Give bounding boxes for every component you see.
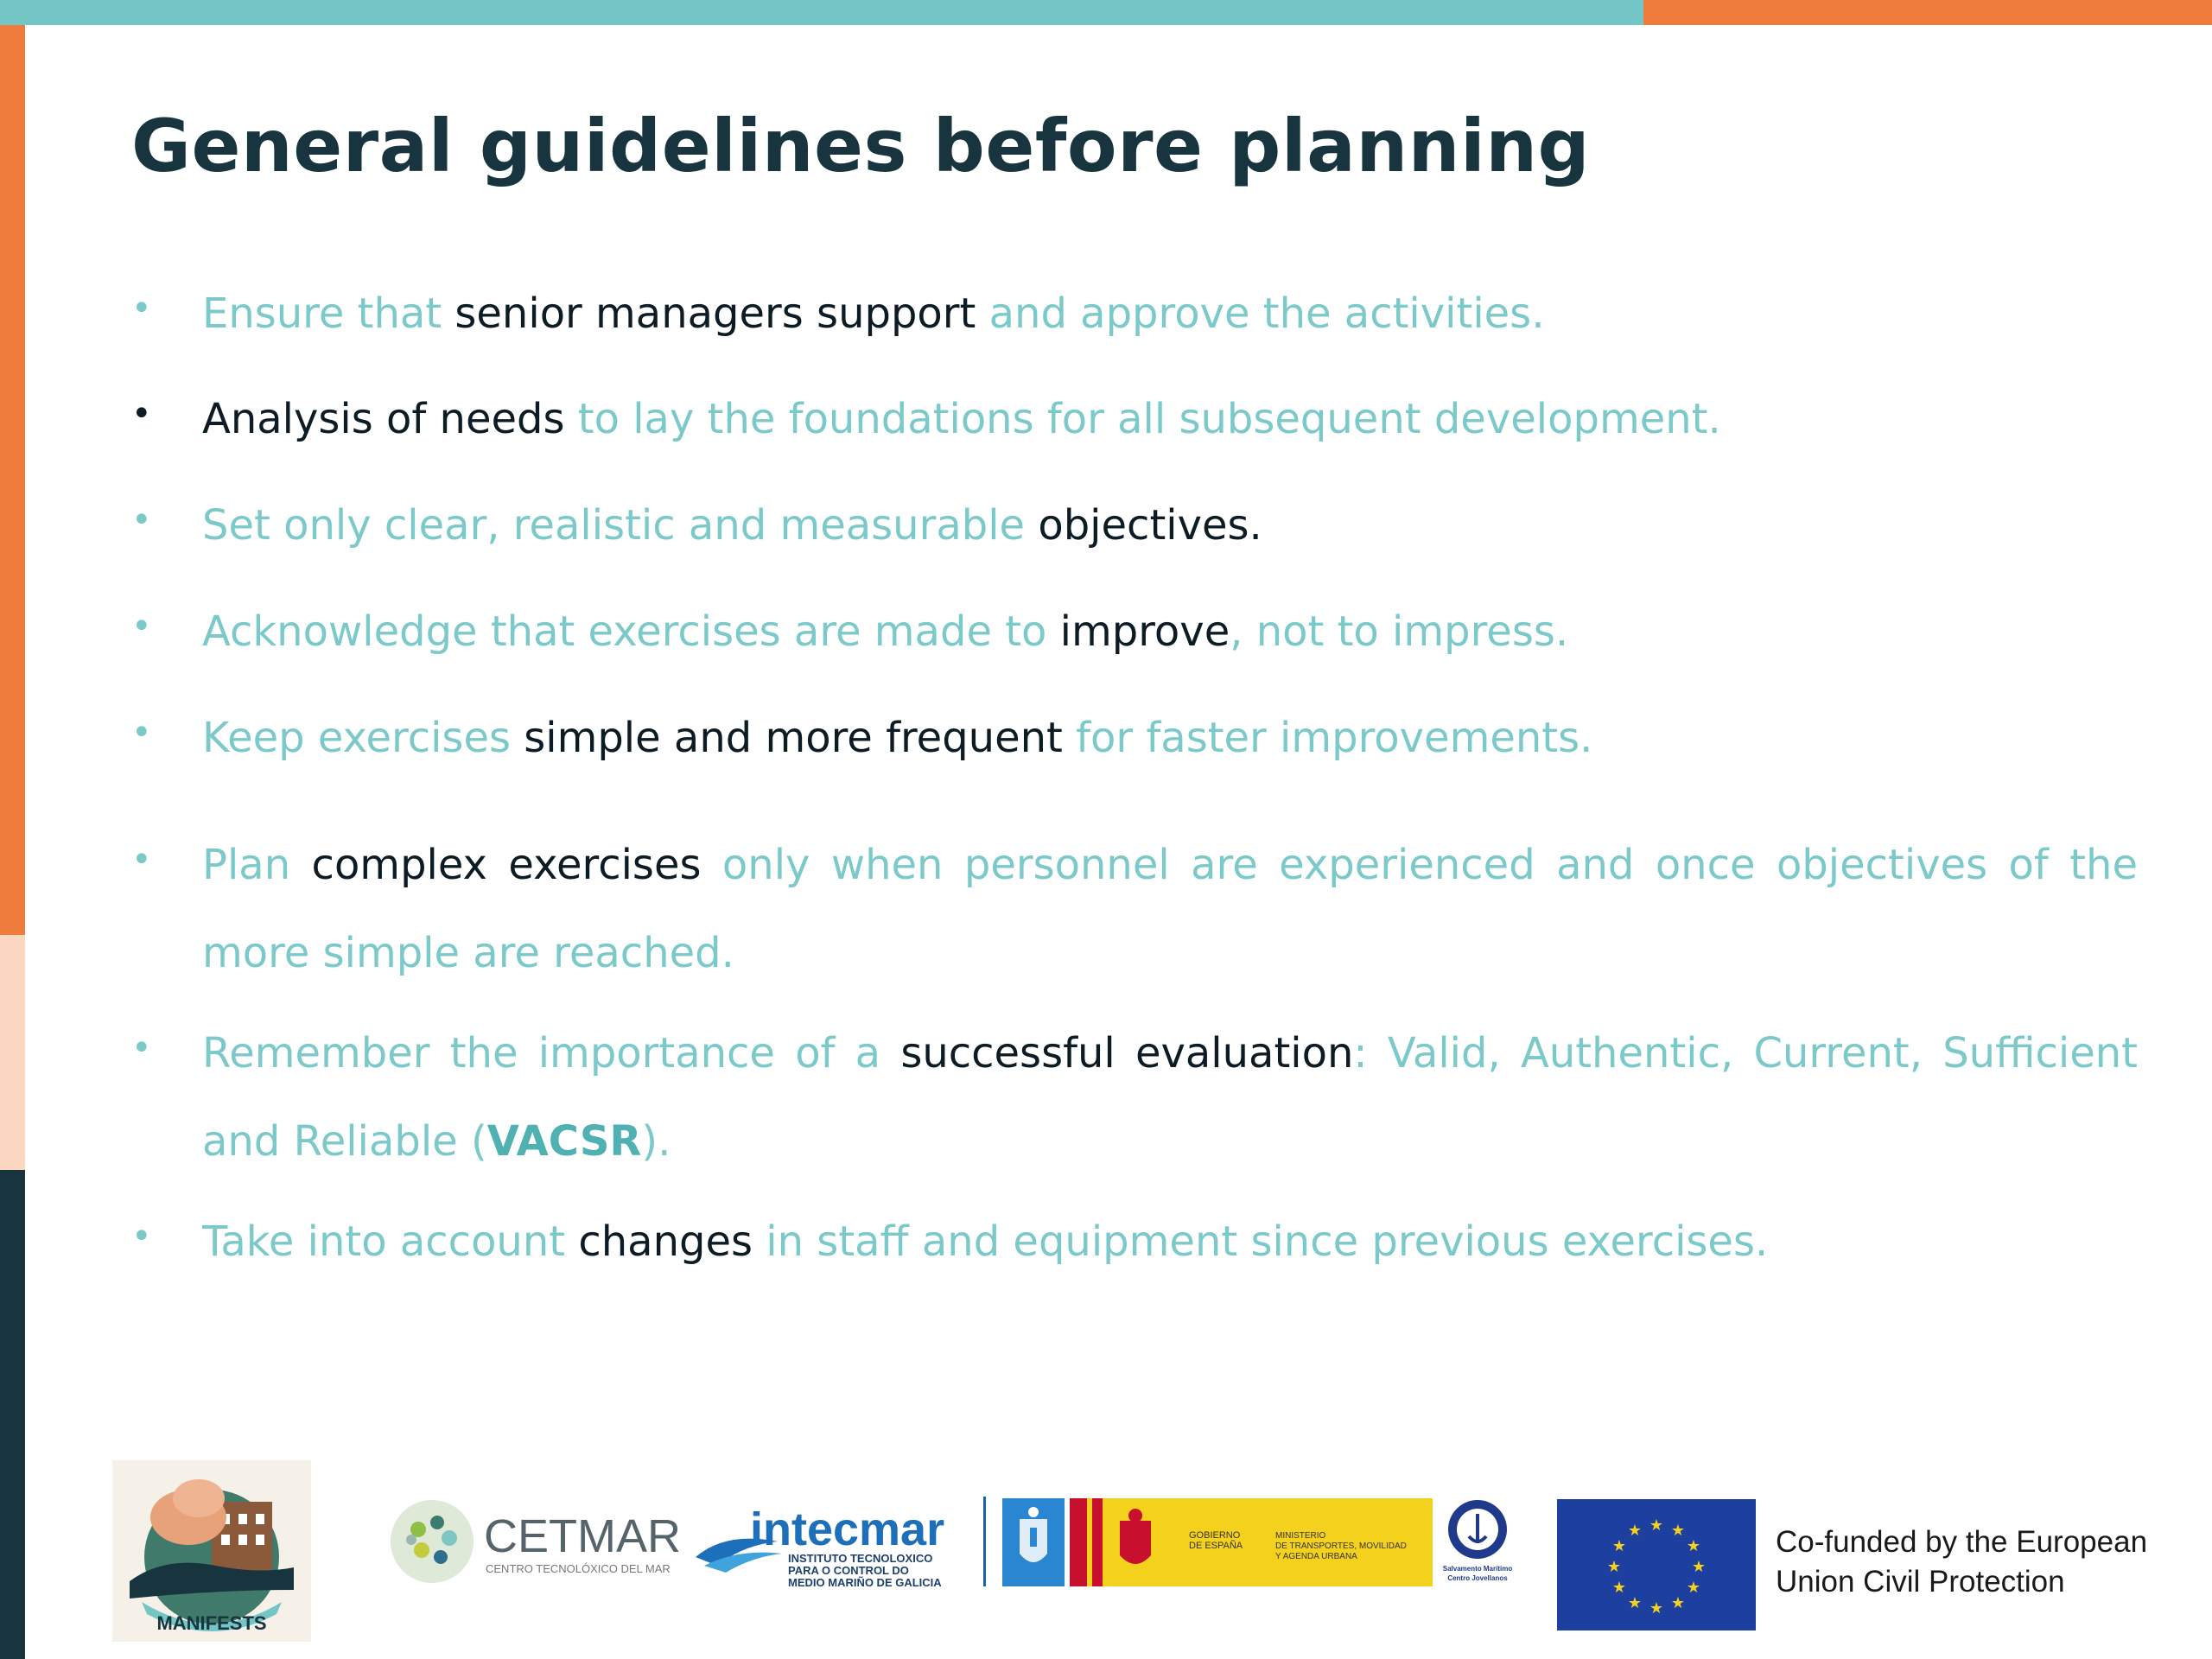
intecmar-logo (691, 1497, 968, 1592)
gobierno-text: DE ESPAÑA (1189, 1541, 1243, 1551)
ministerio-text: DE TRANSPORTES, MOVILIDAD (1275, 1541, 1407, 1551)
intecmar-logo-icon (691, 1497, 968, 1592)
spain-government-logo (1070, 1498, 1433, 1586)
side-accent-bar-orange (0, 25, 25, 935)
bullet-text-emphasis: objectives. (1038, 501, 1262, 550)
bullet-text-part: Take into account (202, 1217, 579, 1266)
ministerio-text: Y AGENDA URBANA (1275, 1552, 1357, 1561)
bullet-text (202, 1009, 2138, 1185)
intecmar-subtitle-line: MEDIO MARIÑO DE GALICIA (788, 1576, 942, 1589)
bullet-text-emphasis: simple and more frequent (524, 714, 1063, 762)
intecmar-subtitle-line: PARA O CONTROL DO (788, 1564, 909, 1577)
intecmar-subtitle-line: INSTITUTO TECNOLOXICO (788, 1552, 933, 1565)
manifests-logo (112, 1460, 311, 1642)
bullet-text (202, 1198, 2077, 1286)
svg-text:★: ★ (1611, 1537, 1627, 1555)
top-accent-bar-orange (1643, 0, 2212, 25)
bullet-text-part: to lay the foundations for all subsequent development. (564, 395, 1721, 443)
bullet-text-part: Plan (202, 841, 312, 889)
bullet-icon: • (131, 607, 152, 646)
svg-text:★: ★ (1670, 1522, 1686, 1540)
cetmar-logo-icon (387, 1498, 681, 1585)
bullet-icon: • (131, 1028, 152, 1068)
bullet-text (202, 588, 2077, 676)
galicia-coat-of-arms-icon (1002, 1498, 1065, 1586)
svg-text:★: ★ (1670, 1594, 1686, 1612)
svg-text:★: ★ (1649, 1599, 1664, 1618)
bullet-icon: • (131, 500, 152, 540)
bullet-text-emphasis: Analysis of needs (202, 395, 565, 443)
salvamento-text: Centro Jovellanos (1447, 1574, 1508, 1582)
logo-separator (983, 1497, 986, 1586)
bullet-text-part: : Valid, Authentic, Current, Sufficient and Reliable ( (202, 1029, 2138, 1166)
eu-flag-icon (1557, 1499, 1756, 1630)
bullet-icon: • (131, 394, 152, 434)
bullet-text-part: in staff and equipment since previous exercises. (753, 1217, 1769, 1266)
cetmar-logo (387, 1498, 681, 1585)
cetmar-name: CETMAR (484, 1510, 681, 1562)
eu-cofunding-line: Co-funded by the European (1776, 1525, 2148, 1559)
bullet-text-part: Remember the importance of a (202, 1029, 901, 1077)
bullet-text-part: Keep exercises (202, 714, 524, 762)
svg-text:★: ★ (1627, 1594, 1643, 1612)
svg-text:★: ★ (1649, 1516, 1664, 1535)
bullet-icon: • (131, 1217, 152, 1256)
salvamento-maritimo-logo (1434, 1498, 1521, 1586)
salvamento-maritimo-icon (1434, 1498, 1521, 1586)
gobierno-text: GOBIERNO (1189, 1530, 1241, 1541)
bullet-icon: • (131, 713, 152, 753)
bullet-text-emphasis: senior managers support (454, 289, 976, 338)
bullet-text-emphasis: successful evaluation (900, 1029, 1354, 1077)
manifests-logo-text: MANIFESTS (156, 1612, 267, 1634)
bullet-text-part: Ensure that (202, 289, 455, 338)
bullet-icon: • (131, 840, 152, 880)
bullet-text-emphasis: improve (1059, 607, 1230, 656)
svg-text:★: ★ (1606, 1558, 1622, 1576)
bullet-text-part: only when personnel are experienced and once objectives of the more simple are reached. (202, 841, 2139, 977)
slide-title: General guidelines before planning (131, 104, 1591, 188)
bullet-text-part: Acknowledge that exercises are made to (202, 607, 1060, 656)
bullet-text-acronym: VACSR (486, 1117, 642, 1166)
bullet-icon: • (131, 289, 152, 328)
bullet-text (202, 375, 2077, 463)
bullet-text-emphasis: complex exercises (311, 841, 702, 889)
bullet-text-part: , not to impress. (1230, 607, 1569, 656)
bullet-text-part: ). (641, 1117, 671, 1166)
eu-flag (1557, 1499, 1756, 1630)
spain-government-logo-icon (1070, 1498, 1433, 1586)
manifests-logo-icon (112, 1460, 311, 1642)
bullet-text-emphasis: changes (578, 1217, 753, 1266)
bullet-text (202, 481, 2077, 569)
xunta-galicia-logo (1002, 1498, 1065, 1586)
salvamento-text: Salvamento Marítimo (1442, 1565, 1513, 1573)
cetmar-subtitle: CENTRO TECNOLÓXICO DEL MAR (486, 1562, 671, 1575)
svg-text:★: ★ (1627, 1522, 1643, 1540)
svg-text:★: ★ (1686, 1537, 1701, 1555)
svg-text:★: ★ (1611, 1579, 1627, 1597)
bullet-text (202, 270, 2077, 358)
bullet-text-part: for faster improvements. (1062, 714, 1593, 762)
side-accent-bar-peach (0, 935, 25, 1170)
svg-text:★: ★ (1691, 1558, 1707, 1576)
ministerio-text: MINISTERIO (1275, 1531, 1326, 1541)
svg-text:★: ★ (1686, 1579, 1701, 1597)
bullet-text (202, 821, 2138, 997)
bullet-text-part: and approve the activities. (976, 289, 1545, 338)
top-accent-bar-teal (0, 0, 1643, 25)
eu-cofunding-line: Union Civil Protection (1776, 1565, 2065, 1599)
bullet-text-part: Set only clear, realistic and measurable (202, 501, 1039, 550)
eu-cofunding-statement (1776, 1522, 2190, 1602)
intecmar-name: intecmar (750, 1503, 945, 1555)
bullet-text (202, 694, 2077, 782)
side-accent-bar-navy (0, 1170, 25, 1659)
